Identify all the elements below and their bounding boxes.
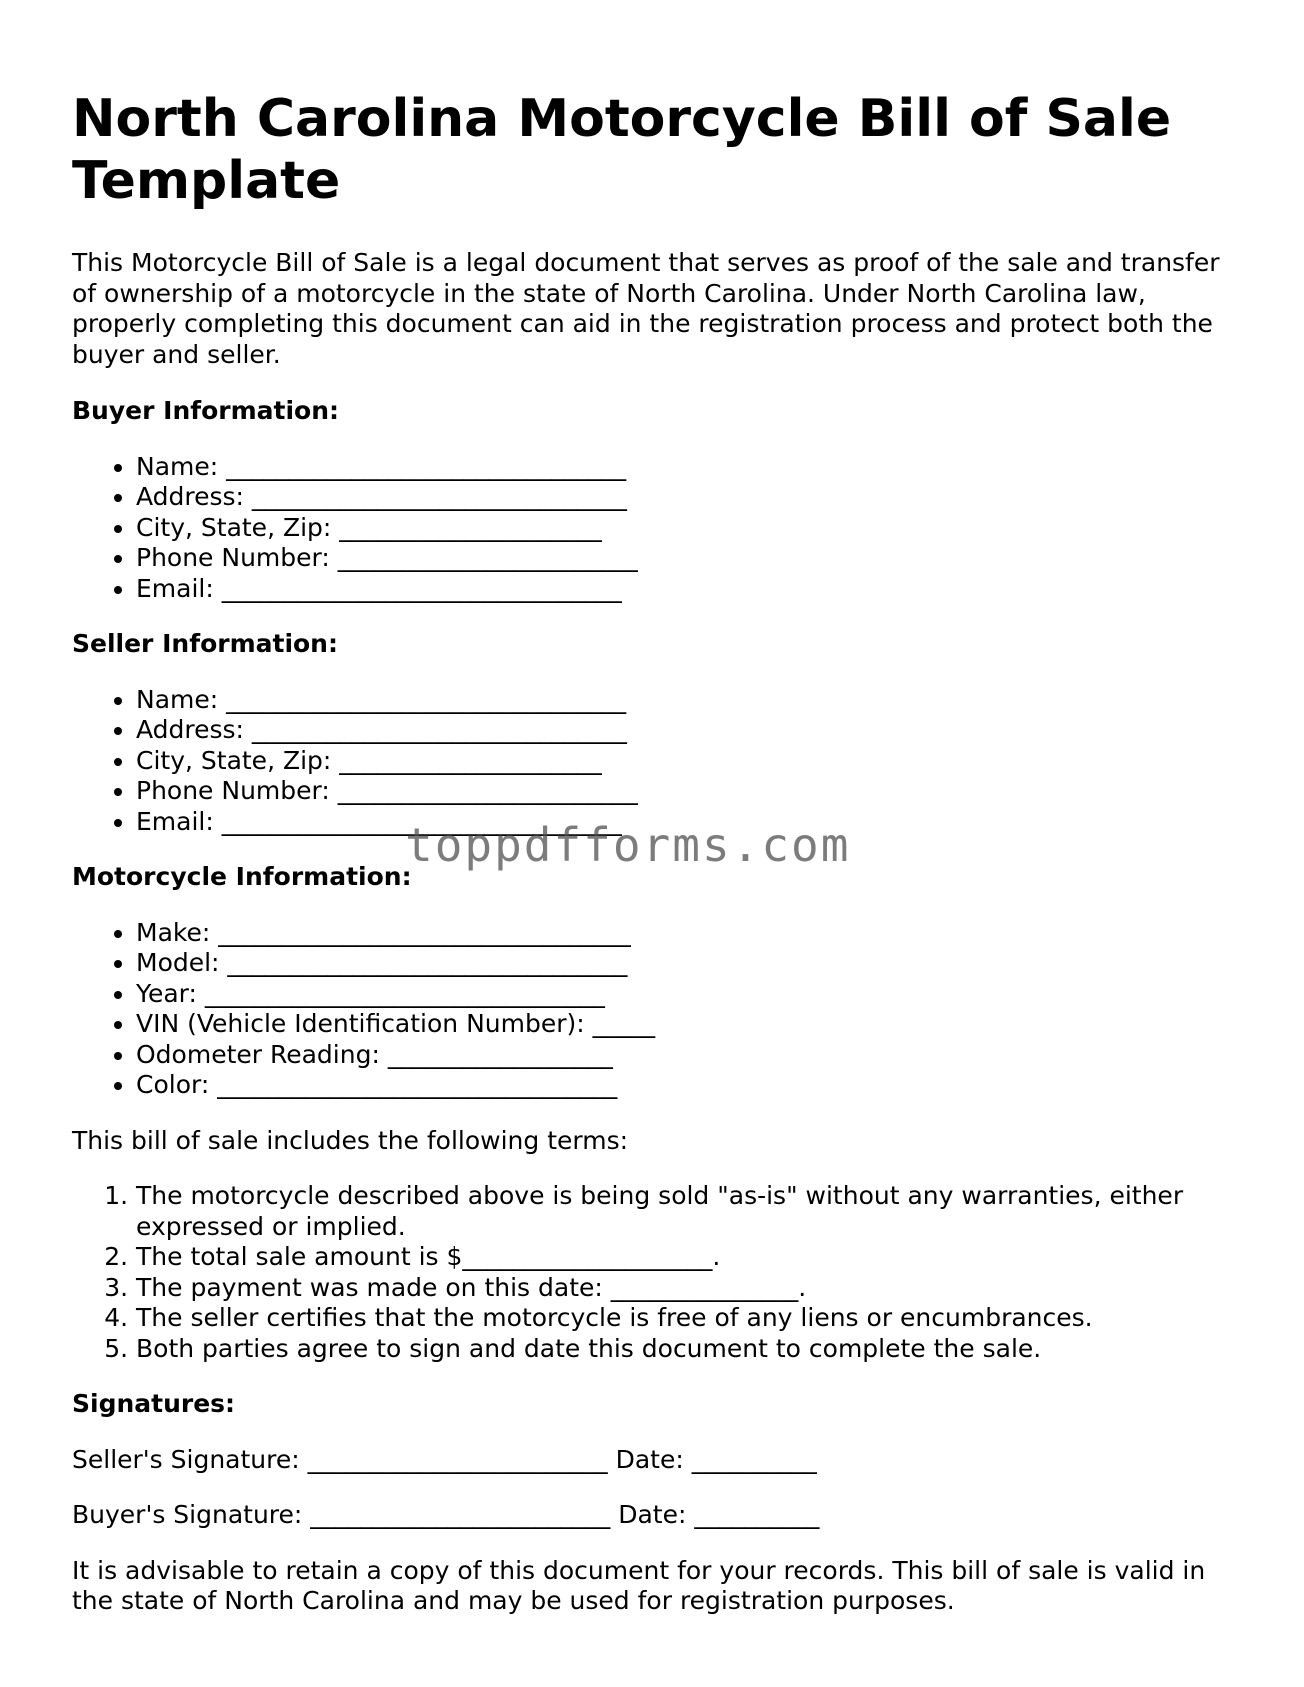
- terms-intro: This bill of sale includes the following terms:: [72, 1125, 629, 1155]
- buyer-field-list: [72, 452, 1242, 605]
- motorcycle-year-field: • Year: ________________________________: [136, 979, 1242, 1010]
- motorcycle-model-field: • Model: ________________________________: [136, 948, 1242, 979]
- seller-email-field: • Email: ________________________________: [136, 807, 1242, 838]
- closing-paragraph: It is advisable to retain a copy of this document for your records. This bill of sale is valid in the state of North Carolina and may be used for registration purposes.: [72, 1555, 1206, 1615]
- watermark-text: toppdfforms.com: [405, 818, 851, 872]
- motorcycle-make-field: • Make: _________________________________: [136, 918, 1242, 949]
- term-item: 2. The total sale amount is $____________________.: [136, 1242, 1242, 1273]
- term-item: 3. The payment was made on this date: _______________.: [136, 1273, 1242, 1304]
- buyer-city-state-zip-field: • City, State, Zip: _____________________: [136, 513, 1242, 544]
- motorcycle-odometer-field: • Odometer Reading: __________________: [136, 1040, 1242, 1071]
- seller-name-field: • Name: ________________________________: [136, 685, 1242, 716]
- seller-address-field: • Address: ______________________________: [136, 715, 1242, 746]
- motorcycle-heading: Motorcycle Information:: [72, 862, 412, 891]
- term-item: 4. The seller certifies that the motorcycle is free of any liens or encumbrances.: [136, 1303, 1242, 1334]
- seller-heading: Seller Information:: [72, 629, 338, 658]
- seller-phone-field: • Phone Number: ________________________: [136, 776, 1242, 807]
- signatures-heading: Signatures:: [72, 1389, 236, 1418]
- buyer-address-field: • Address: ______________________________: [136, 482, 1242, 513]
- seller-city-state-zip-field: • City, State, Zip: _____________________: [136, 746, 1242, 777]
- buyer-email-field: • Email: ________________________________: [136, 574, 1242, 605]
- motorcycle-color-field: • Color: ________________________________: [136, 1070, 1242, 1101]
- seller-field-list: [72, 685, 1242, 838]
- buyer-phone-field: • Phone Number: ________________________: [136, 543, 1242, 574]
- term-item: 5. Both parties agree to sign and date this document to complete the sale.: [136, 1334, 1242, 1365]
- motorcycle-vin-field: • VIN (Vehicle Identification Number): _____: [136, 1009, 1242, 1040]
- buyer-heading: Buyer Information:: [72, 396, 340, 425]
- buyer-name-field: • Name: ________________________________: [136, 452, 1242, 483]
- buyer-signature-line: Buyer's Signature: ________________________ Date: __________: [72, 1500, 820, 1529]
- page-title: North Carolina Motorcycle Bill of Sale Template: [72, 89, 1172, 211]
- terms-list: [72, 1181, 1242, 1364]
- seller-signature-line: Seller's Signature: ________________________ Date: __________: [72, 1444, 817, 1474]
- term-item: 1. The motorcycle described above is being sold "as-is" without any warranties, either expressed or implied.: [136, 1181, 1242, 1242]
- intro-paragraph: This Motorcycle Bill of Sale is a legal document that serves as proof of the sale and transfer of ownership of a motorcycle in the state of North Carolina. Under North Carolina law, properly completing this document can aid in the registration process and protect both the buyer and seller.: [72, 248, 1220, 369]
- motorcycle-field-list: [72, 918, 1242, 1101]
